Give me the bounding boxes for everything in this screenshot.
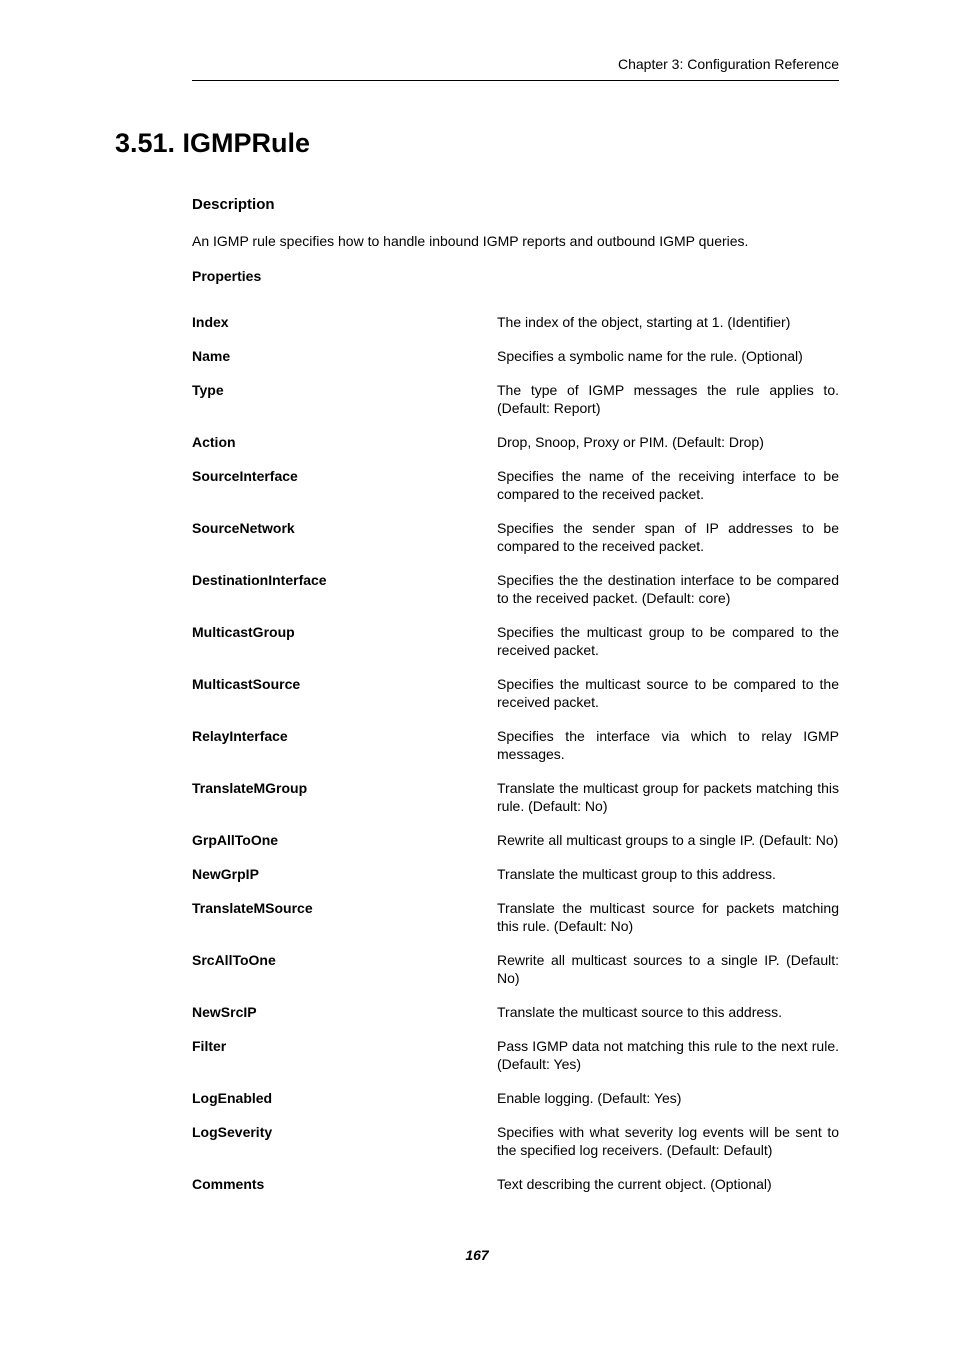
property-row: [192, 467, 839, 503]
property-description: Specifies the the destination interface to be compared to the received packet. (Default: core): [497, 572, 839, 606]
property-description: The index of the object, starting at 1. (Identifier): [497, 314, 791, 330]
property-name: RelayInterface: [192, 728, 288, 744]
property-name: Comments: [192, 1176, 265, 1192]
property-row: [192, 381, 839, 417]
property-name: NewSrcIP: [192, 1004, 257, 1020]
property-row: [192, 433, 839, 451]
property-description: Translate the multicast group to this address.: [497, 866, 776, 882]
property-name: Index: [192, 314, 229, 330]
property-name: DestinationInterface: [192, 572, 327, 588]
property-row: [192, 779, 839, 815]
property-name: SourceNetwork: [192, 520, 295, 536]
property-description: Specifies the multicast source to be compared to the received packet.: [497, 676, 839, 710]
property-name: Type: [192, 382, 224, 398]
property-description: Enable logging. (Default: Yes): [497, 1090, 682, 1106]
property-name: SrcAllToOne: [192, 952, 276, 968]
property-description: Drop, Snoop, Proxy or PIM. (Default: Drop): [497, 434, 764, 450]
property-description: Text describing the current object. (Optional): [497, 1176, 772, 1192]
property-row: [192, 623, 839, 659]
property-name: MulticastSource: [192, 676, 301, 692]
property-row: [192, 675, 839, 711]
property-description: Rewrite all multicast sources to a single IP. (Default: No): [497, 952, 839, 986]
property-name: MulticastGroup: [192, 624, 295, 640]
property-row: [192, 1123, 839, 1159]
property-description: Translate the multicast group for packets matching this rule. (Default: No): [497, 780, 839, 814]
section-title: 3.51. IGMPRule: [115, 128, 311, 158]
property-description: Translate the multicast source for packets matching this rule. (Default: No): [497, 900, 839, 934]
property-name: TranslateMGroup: [192, 780, 308, 796]
property-row: [192, 1175, 839, 1193]
property-description: Specifies the sender span of IP addresses to be compared to the received packet.: [497, 520, 839, 554]
property-name: Action: [192, 434, 236, 450]
running-header: Chapter 3: Configuration Reference: [192, 55, 839, 81]
properties-heading: Properties: [192, 268, 262, 284]
property-row: [192, 865, 839, 883]
property-description: The type of IGMP messages the rule applies to. (Default: Report): [497, 382, 839, 416]
description-text: An IGMP rule specifies how to handle inbound IGMP reports and outbound IGMP queries.: [192, 233, 749, 249]
property-name: LogEnabled: [192, 1090, 273, 1106]
property-description: Specifies the multicast group to be compared to the received packet.: [497, 624, 839, 658]
property-row: [192, 1089, 839, 1107]
property-row: [192, 831, 839, 849]
property-row: [192, 1003, 839, 1021]
property-name: GrpAllToOne: [192, 832, 279, 848]
property-name: SourceInterface: [192, 468, 298, 484]
property-description: Specifies the interface via which to relay IGMP messages.: [497, 728, 839, 762]
description-heading: Description: [192, 196, 275, 213]
property-row: [192, 571, 839, 607]
page-number: 167: [465, 1247, 489, 1263]
property-description: Rewrite all multicast groups to a single IP. (Default: No): [497, 832, 839, 848]
property-row: [192, 951, 839, 987]
property-name: TranslateMSource: [192, 900, 313, 916]
property-name: Name: [192, 348, 231, 364]
property-row: [192, 899, 839, 935]
property-description: Specifies with what severity log events will be sent to the specified log receivers. (Default: Default): [497, 1124, 839, 1158]
property-name: NewGrpIP: [192, 866, 259, 882]
property-name: LogSeverity: [192, 1124, 273, 1140]
property-description: Translate the multicast source to this address.: [497, 1004, 783, 1020]
property-description: Specifies a symbolic name for the rule. (Optional): [497, 348, 803, 364]
property-row: [192, 313, 839, 331]
property-row: [192, 347, 839, 365]
property-row: [192, 1037, 839, 1073]
property-row: [192, 727, 839, 763]
property-row: [192, 519, 839, 555]
properties-list: [192, 313, 839, 1209]
property-name: Filter: [192, 1038, 227, 1054]
property-description: Specifies the name of the receiving interface to be compared to the received packet.: [497, 468, 839, 502]
property-description: Pass IGMP data not matching this rule to the next rule. (Default: Yes): [497, 1038, 839, 1072]
